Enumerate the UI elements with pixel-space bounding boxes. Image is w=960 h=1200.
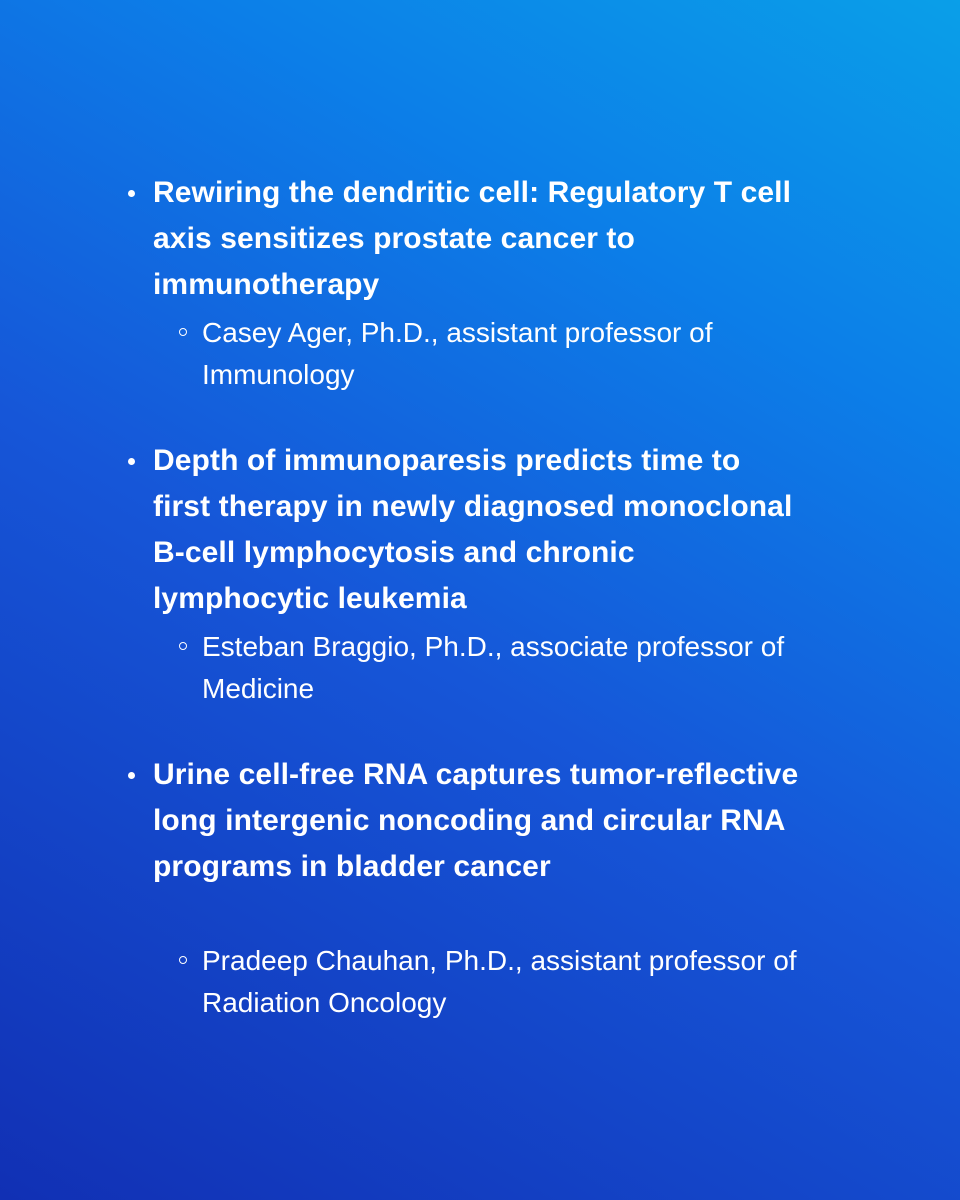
author-line: Casey Ager, Ph.D., assistant professor of Immunology [202,317,713,390]
circle-bullet-icon [179,328,187,336]
author-line: Pradeep Chauhan, Ph.D., assistant professor of Radiation Oncology [202,945,797,1018]
publication-title: Rewiring the dendritic cell: Regulatory T cell axis sensitizes prostate cancer to immunotherapy [153,176,792,301]
circle-bullet-icon [179,642,187,650]
bullet-icon [128,458,135,465]
circle-bullet-icon [179,956,187,964]
bullet-icon [128,190,135,197]
bullet-icon [128,772,135,779]
publication-title: Urine cell-free RNA captures tumor-reflective long intergenic noncoding and circular RNA programs in bladder cancer [153,758,799,883]
publication-title: Depth of immunoparesis predicts time to first therapy in newly diagnosed monoclonal B-cell lymphocytosis and chronic lymphocytic leukemia [153,444,793,615]
author-line: Esteban Braggio, Ph.D., associate professor of Medicine [202,631,785,704]
